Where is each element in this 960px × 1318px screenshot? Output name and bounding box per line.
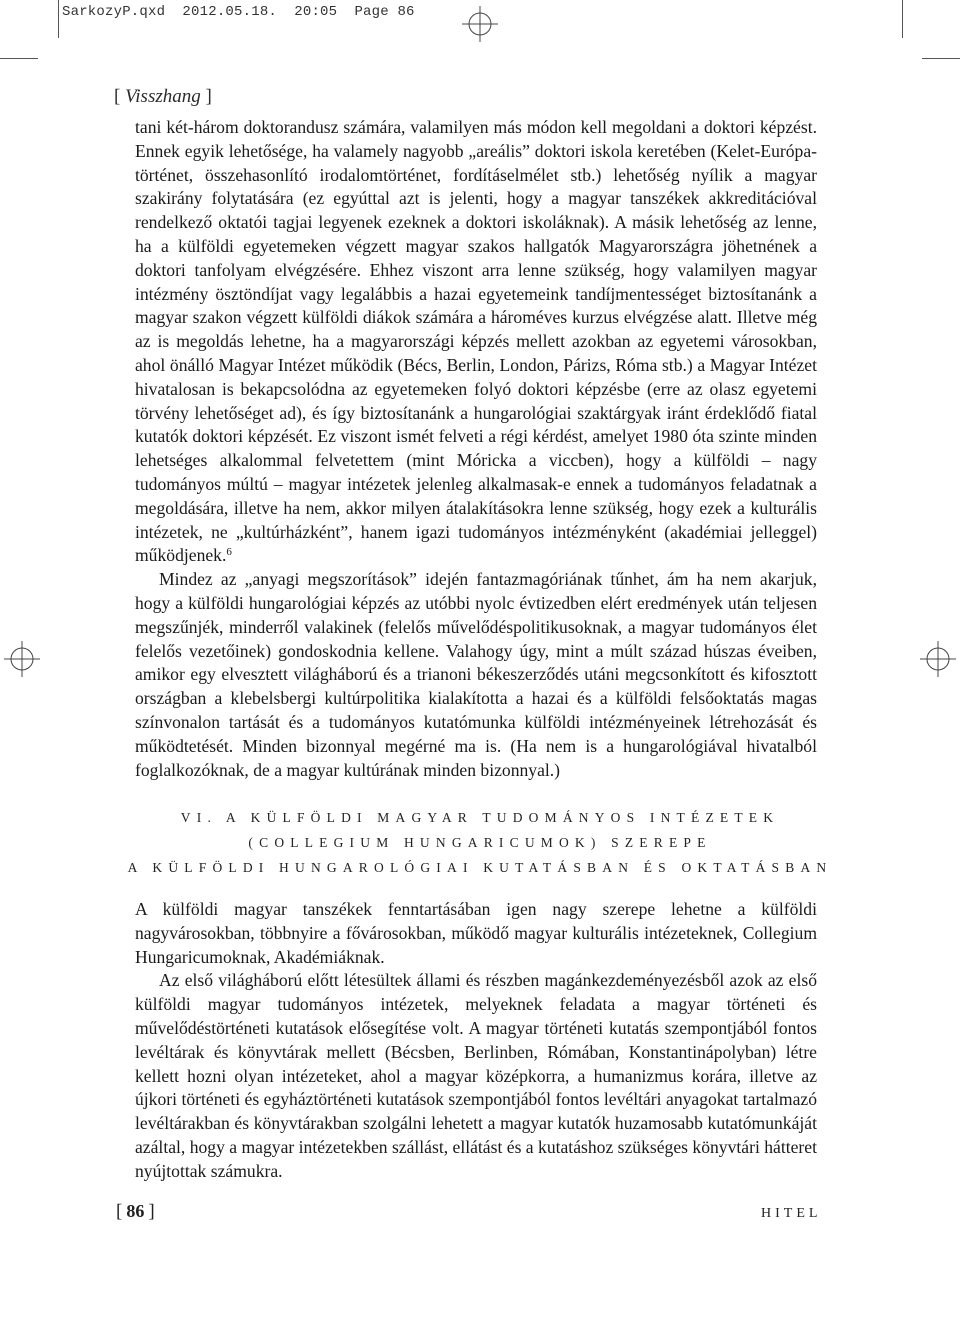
crop-mark-top-left	[58, 0, 59, 38]
section-paragraph: Az első világháború előtt létesültek állami és részben magánkezdeményezésből azok az első külföldi magyar tudományos intézetek, melyeknek feladata a magyar történeti és művelődéstörténeti kutatások elősegítése volt. A magyar történeti kutatás szempontjából fontos levéltárak és könyvtárak mellett (Bécsben, Berlinben, Rómában, Konstantinápolyban) létre kellett hozni olyan intézeteket, ahol a magyar középkorra, a humanizmus korára, illetve az újkori történeti és egyháztörténeti kutatások szempontjából fontos levéltári anyagokat tartalmazó levéltárakban és könyvtárakban szolgálni lehetett a magyar kutatók huzamosabb kutatómunkáját azáltal, hogy a magyar intézetekben szállást, ellátást és a kutatáshoz szükséges könyvtári hátteret nyújtottak számukra.	[135, 970, 817, 1181]
running-head-title: Visszhang	[125, 86, 201, 107]
registration-mark-left	[4, 641, 40, 677]
body-paragraph-text: tani két-három doktorandusz számára, valamilyen más módon kell megoldani a doktori képzést. Ennek egyik lehetősége, ha valamely nagyobb „areális” doktori iskola keretében (Kelet-Európa-történet, összehasonlító irodalomtörténet, fordításelmélet stb.) lehetőség nyílik a magyar szakirány folytatására (ez egyúttal azt is jelenti, hogy a magyar tanszékek akkreditációval rendelkező oktatói tagjai legyenek ezeknek a doktori iskoláknak). A másik lehetőség az lenne, ha a külföldi egyetemeken végzett magyar szakos hallgatók Magyarországra jöhetnének a doktori tanfolyam elvégzésére. Ehhez viszont arra lenne szükség, hogy valamilyen magyar intézmény ösztöndíjat vagy legalábbis a hazai egyetemeink tandíjmentességet biztosítanánk a magyar szakon végzett külföldi diákok számára a hároméves kurzus elvégzése alatt. Illetve még az is megoldás lehetne, ha a magyarországi képzés mellett azokban az egyetemi városokban, ahol önálló Magyar Intézet működik (Bécs, Berlin, London, Párizs, Róma stb.) a Magyar Intézet hivatalosan is bekapcsolódna az egyetemeken folyó doktori képzésbe (erre az olasz egyetemi törvény lehetőséget ad), és így biztosítanánk a hungarológiai szaktárgyak iránt érdeklődő fiatal kutatók doktori képzését. Ez viszont ismét felveti a régi kérdést, amelyet 1980 óta szinte minden lehetséges alkalommal felvetettem (mint Móricka a viccben), hogy a külföldi – nagy tudományos múltú – magyar intézetek jelenleg alkalmasak-e ennek a tudományos feladatnak a megoldására, illetve ha nem, akkor milyen átalakításokra lenne szükség, hogy ezek a kulturális intézetek, ne „kultúrházként”, hanem igazi tudományos intézményként (akadémiai jelleggel) működjenek.	[135, 117, 817, 566]
section-heading-line-1: VI. A KÜLFÖLDI MAGYAR TUDOMÁNYOS INTÉZETEK	[180, 810, 780, 825]
body-paragraph	[135, 116, 817, 568]
body-text-section	[135, 898, 817, 1184]
crop-mark-top-right	[902, 0, 903, 38]
journal-name: HITEL	[761, 1206, 822, 1221]
printer-slug: SarkozyP.qxd 2012.05.18. 20:05 Page 86	[62, 4, 415, 20]
page-number	[116, 1201, 155, 1223]
running-head	[114, 86, 212, 108]
running-head-close-bracket: ]	[205, 86, 212, 107]
crop-mark-top-left-h	[0, 58, 38, 59]
running-head-open-bracket: [	[114, 86, 121, 107]
page-number-close-bracket: ]	[148, 1201, 155, 1222]
body-text-upper	[135, 116, 817, 782]
section-heading-line-2: (COLLEGIUM HUNGARICUMOK) SZEREPE	[248, 835, 712, 850]
body-paragraph: Mindez az „anyagi megszorítások” idején fantazmagóriának tűnhet, ám ha nem akarjuk, hogy a külföldi hungarológiai képzés az utóbbi nyolc évtizedben elért eredmények után teljesen megszűnjék, minderről valakinek (felelős művelődéspolitikusoknak, a magyar tudományos élet felelős vezetőinek) gondoskodnia kellene. Valahogy úgy, mint a múlt század húszas éveiben, amikor egy elvesztett világháború és a trianoni békeszerződés utáni megcsonkított és kifosztott országban a klebelsbergi kultúrpolitika kialakította a hazai és a külföldi felsőoktatás magas színvonalon tartását és a tudományos kutatómunka külföldi intézményeinek létrehozását és működtetését. Minden bizonnyal megérné ma is. (Ha nem is a hungarológiával hivatalból foglalkozóknak, de a magyar kultúrának minden bizonnyal.)	[135, 569, 817, 780]
crop-mark-top-right-h	[922, 58, 960, 59]
section-heading-line-3: A KÜLFÖLDI HUNGAROLÓGIAI KUTATÁSBAN ÉS OKTATÁSBAN	[127, 860, 833, 875]
section-paragraph: A külföldi magyar tanszékek fenntartásában igen nagy szerepe lehetne a külföldi nagyvárosokban, többnyire a fővárosokban, működő magyar kulturális intézeteknek, Collegium Hungaricumoknak, Akadémiáknak.	[135, 899, 817, 967]
page-number-value: 86	[126, 1201, 145, 1221]
footnote-reference: 6	[226, 546, 232, 559]
registration-mark-top	[462, 6, 498, 42]
page-number-open-bracket: [	[116, 1201, 123, 1222]
registration-mark-right	[920, 641, 956, 677]
